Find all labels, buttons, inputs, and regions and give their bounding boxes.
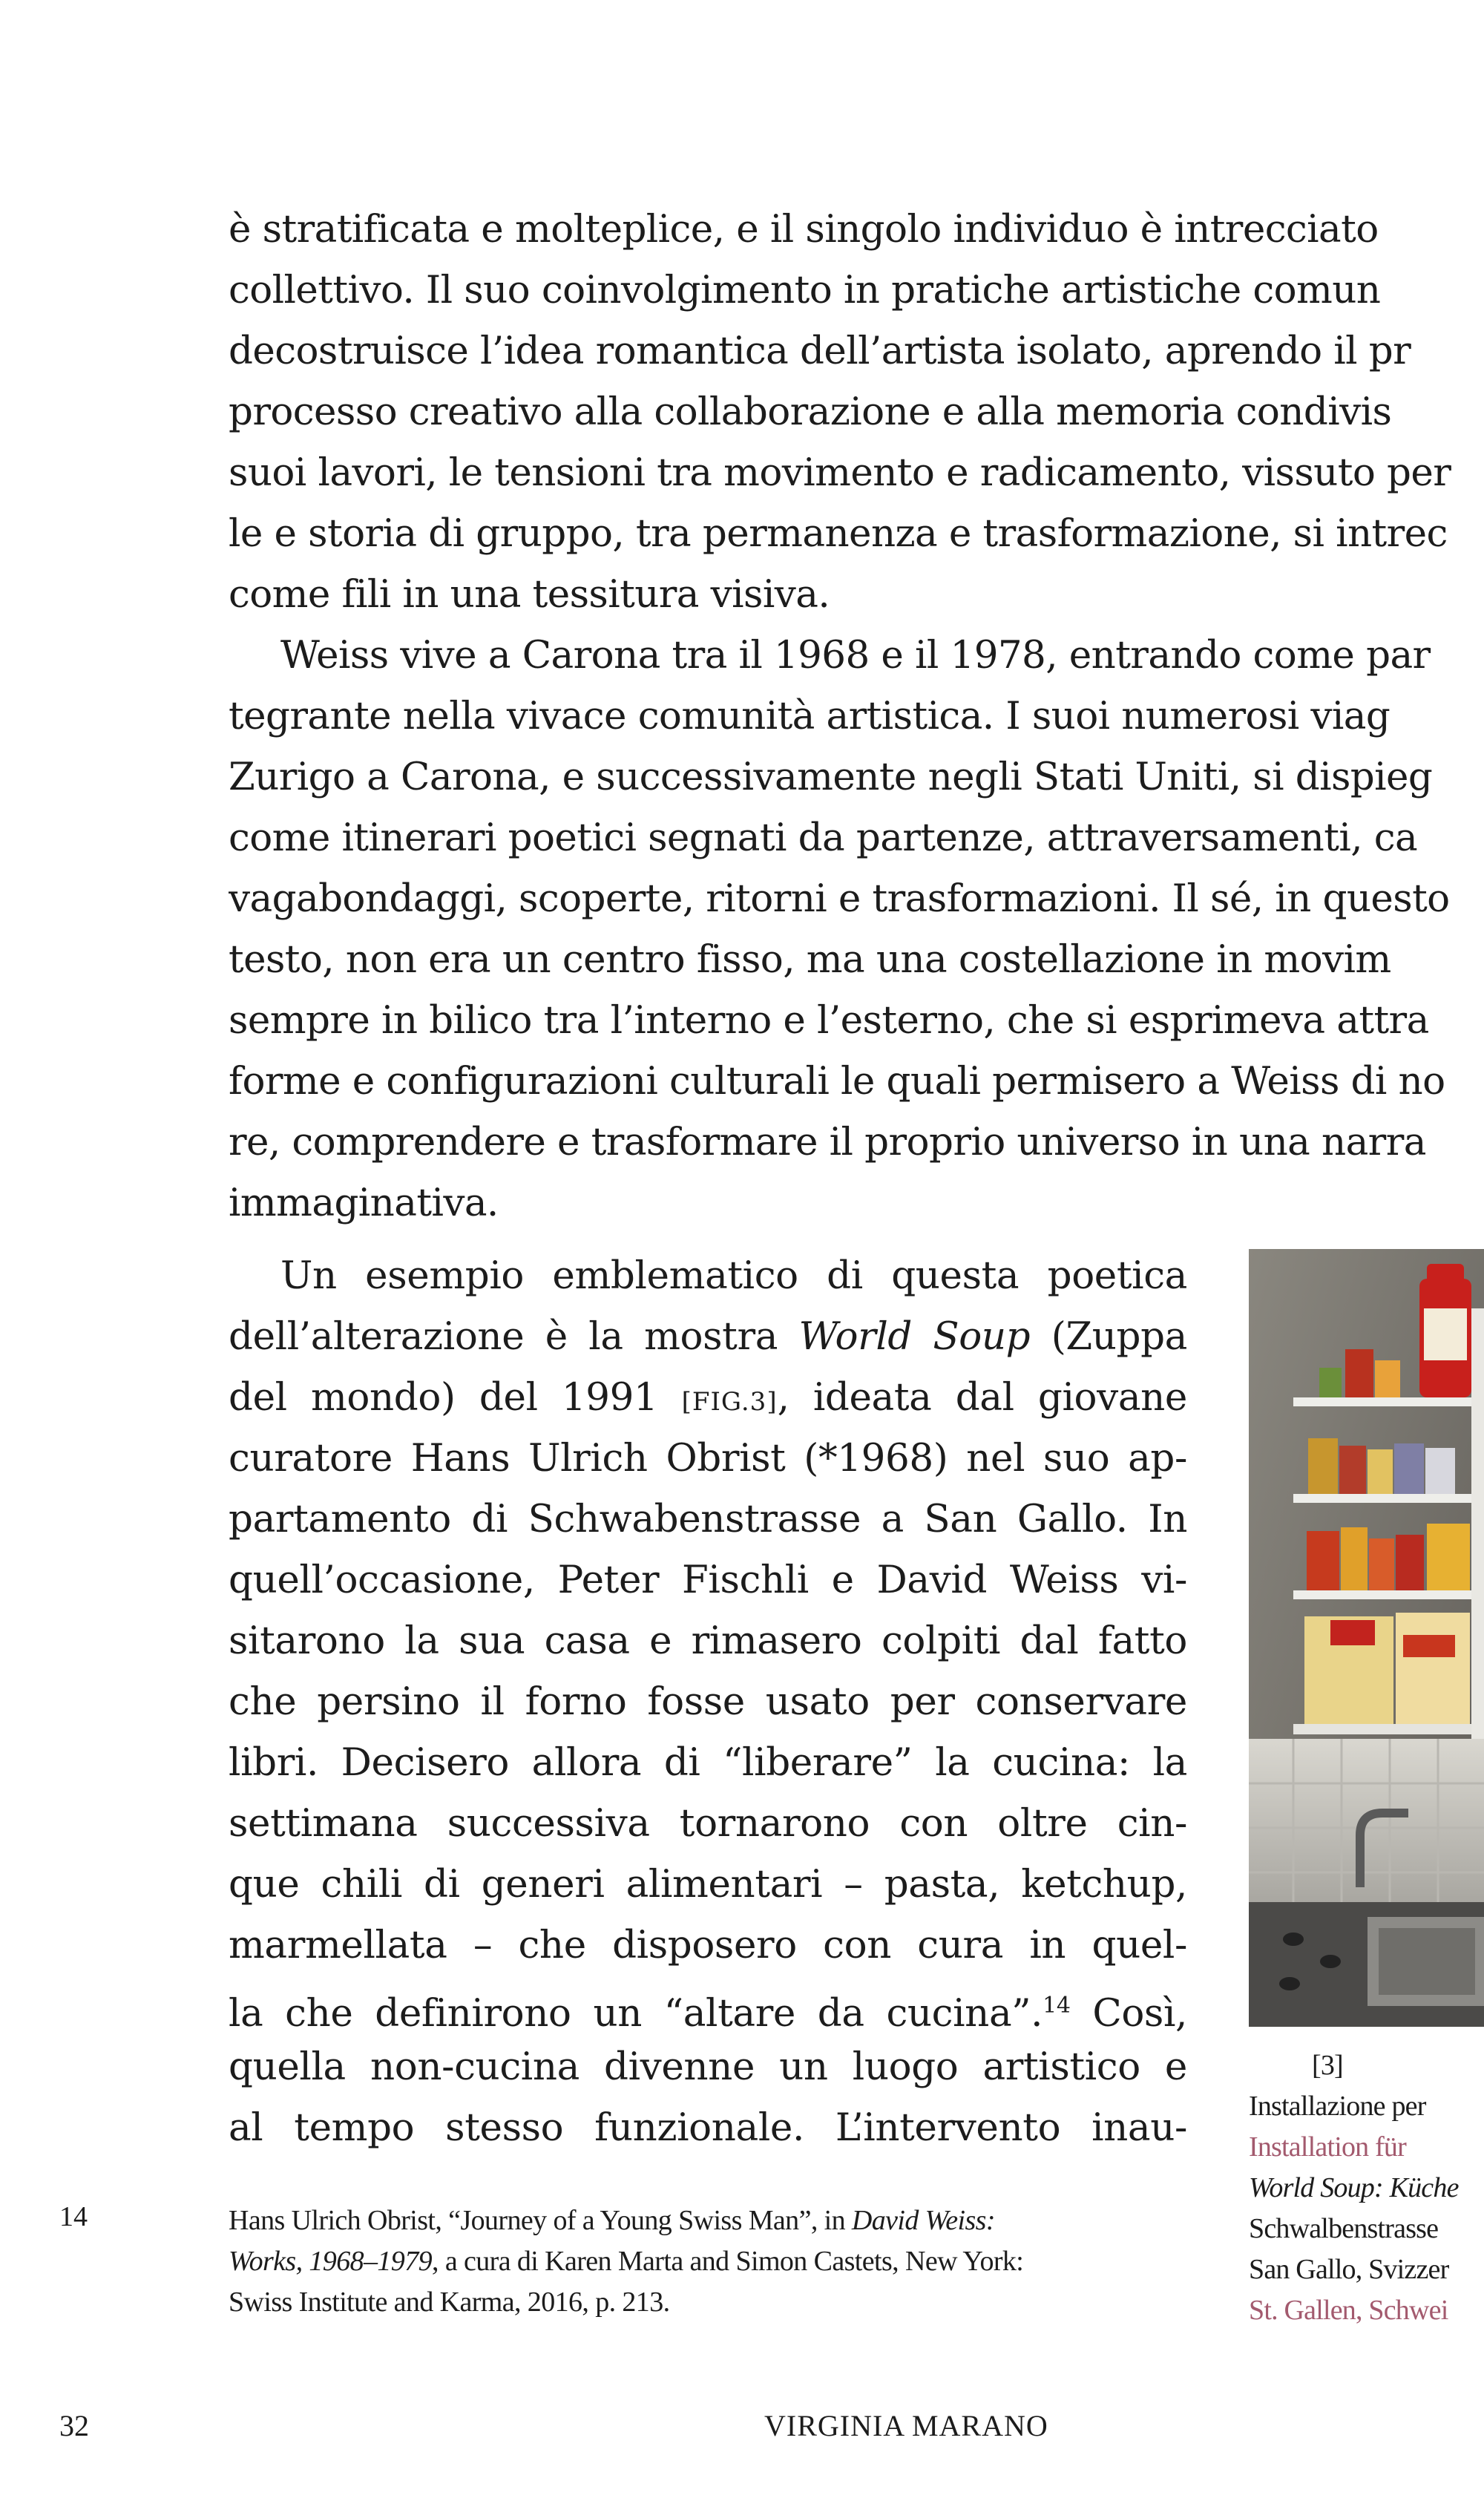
text-line: libri. Decisero allora di “liberare” la cucina: la [229, 1740, 1187, 1785]
text-line: Zurigo a Carona, e successivamente negli Stati Uniti, si dispieg [229, 755, 1433, 799]
text-fragment: la che definirono un “altare da cucina”. [229, 1991, 1043, 2036]
running-head: VIRGINIA MARANO [764, 2409, 1048, 2442]
footnote-number: 14 [59, 2201, 88, 2232]
text-line: vagabondaggi, scoperte, ritorni e trasformazioni. Il sé, in questo [229, 876, 1450, 921]
column-text-block [229, 1245, 1187, 2158]
text-line: re, comprendere e trasformare il proprio universo in una narra [229, 1120, 1426, 1164]
text-line: curatore Hans Ulrich Obrist (*1968) nel suo ap- [229, 1436, 1187, 1481]
text-fragment: dell’alterazione è la mostra [229, 1314, 799, 1359]
text-line: processo creativo alla collaborazione e alla memoria condivis [229, 390, 1392, 434]
text-line: Weiss vive a Carona tra il 1968 e il 1978, entrando come par [280, 633, 1431, 678]
text-line: forme e configurazioni culturali le quali permisero a Weiss di no [229, 1059, 1445, 1104]
caption-german: Installation für [1249, 2131, 1406, 2163]
text-fragment: Hans Ulrich Obrist, “Journey of a Young Swiss Man”, in [229, 2205, 852, 2236]
text-fragment: del mondo) del 1991 [229, 1375, 682, 1420]
text-fragment: (Zuppa [1030, 1314, 1187, 1359]
footnote-line [229, 2200, 1193, 2241]
caption-place: Schwalbenstrasse [1249, 2213, 1439, 2244]
footnote-text [229, 2200, 1193, 2323]
caption-title: World Soup: Küche [1249, 2172, 1459, 2203]
text-line: sitarono la sua casa e rimasero colpiti dal fatto [229, 1619, 1187, 1663]
caption-italian: Installazione per [1249, 2091, 1426, 2122]
main-text-block [229, 199, 1484, 1233]
text-line [229, 1306, 1187, 1367]
text-line: suoi lavori, le tensioni tra movimento e radicamento, vissuto per [229, 450, 1451, 495]
text-line: Un esempio emblematico di questa poetica [280, 1253, 1187, 1298]
text-line: settimana successiva tornarono con oltre cin- [229, 1801, 1187, 1846]
text-line: che persino il forno fosse usato per conservare [229, 1679, 1187, 1724]
text-line: partamento di Schwabenstrasse a San Gallo. In [229, 1497, 1187, 1541]
caption-place-german: St. Gallen, Schwei [1249, 2295, 1448, 2326]
figure-reference: [FIG.3] [681, 1387, 778, 1417]
text-line: collettivo. Il suo coinvolgimento in pratiche artistiche comun [229, 268, 1381, 312]
caption-place: San Gallo, Svizzer [1249, 2254, 1449, 2285]
page-number: 32 [59, 2409, 89, 2442]
figure-number: [3] [1312, 2050, 1343, 2081]
footnote-line [229, 2241, 1193, 2282]
text-line: come fili in una tessitura visiva. [229, 572, 830, 617]
text-line [229, 1976, 1187, 2036]
text-line: marmellata – che disposero con cura in quel- [229, 1923, 1187, 1967]
text-line: sempre in bilico tra l’interno e l’esterno, che si esprimeva attra [229, 998, 1429, 1043]
text-line: quella non-cucina divenne un luogo artistico e [229, 2045, 1187, 2089]
exhibition-title: World Soup [798, 1314, 1031, 1359]
text-line: immaginativa. [229, 1181, 499, 1225]
text-line: come itinerari poetici segnati da partenze, attraversamenti, ca [229, 816, 1418, 860]
text-fragment: , ideata dal giovane [777, 1375, 1188, 1420]
text-line: testo, non era un centro fisso, ma una costellazione in movim [229, 937, 1391, 982]
text-fragment: Così, [1070, 1991, 1188, 2036]
kitchen-installation-photo [1249, 1249, 1484, 2027]
book-title: David Weiss: [851, 2205, 995, 2236]
photo-illustration [1249, 1249, 1484, 2027]
book-title: Works, 1968–1979 [229, 2246, 433, 2277]
figure-caption [1249, 2045, 1484, 2331]
footnote-line: Swiss Institute and Karma, 2016, p. 213. [229, 2287, 670, 2318]
text-line [229, 1367, 1187, 1428]
text-fragment: , a cura di Karen Marta and Simon Castets, New York: [432, 2246, 1024, 2277]
text-line: que chili di generi alimentari – pasta, ketchup, [229, 1862, 1187, 1907]
text-line: le e storia di gruppo, tra permanenza e trasformazione, si intrec [229, 511, 1448, 556]
text-line: tegrante nella vivace comunità artistica. I suoi numerosi viag [229, 694, 1391, 738]
text-line: al tempo stesso funzionale. L’intervento inau- [229, 2105, 1187, 2150]
text-line: decostruisce l’idea romantica dell’artista isolato, aprendo il pr [229, 329, 1411, 373]
text-line: è stratificata e molteplice, e il singolo individuo è intrecciato [229, 207, 1379, 252]
footnote-reference: 14 [1043, 1993, 1071, 2019]
text-line: quell’occasione, Peter Fischli e David Weiss vi- [229, 1558, 1187, 1602]
